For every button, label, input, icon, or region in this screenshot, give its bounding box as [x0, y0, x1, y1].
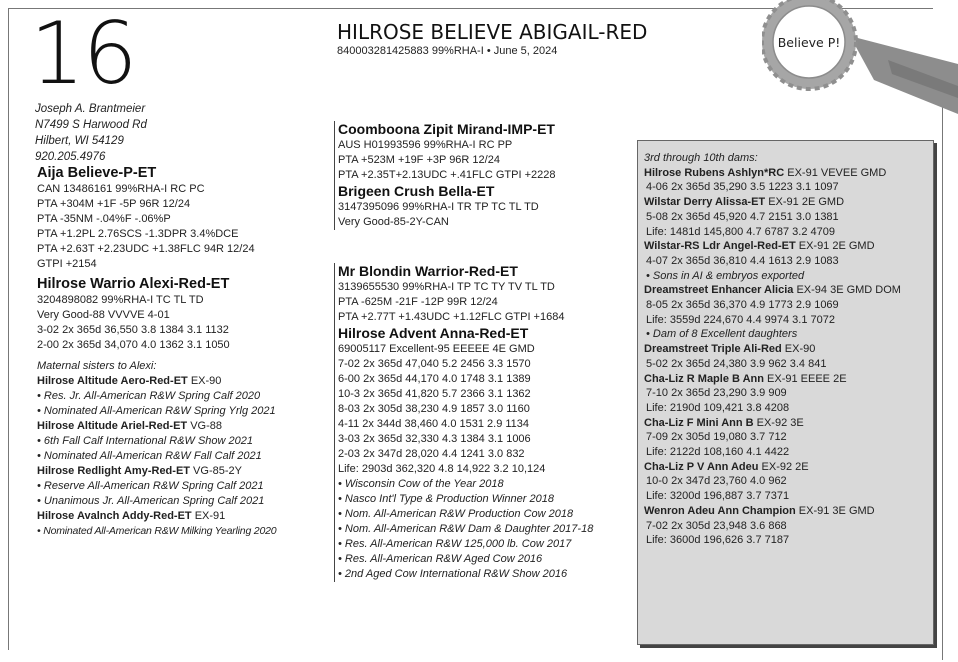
- ribbon-rosette-icon: [762, 0, 958, 135]
- dam-entry-record: 10-0 2x 347d 23,760 4.0 962: [646, 475, 787, 488]
- dam-entry-name: Cha-Liz F Mini Ann B: [644, 416, 754, 429]
- maternal-grandparents: [334, 263, 624, 582]
- paternal-grandparents: [334, 121, 624, 230]
- mgd-record: 10-3 2x 365d 41,820 5.7 2366 3.1 1362: [338, 388, 531, 400]
- consignor-address: N7499 S Harwood Rd: [35, 119, 147, 131]
- mgs-name: Mr Blondin Warrior-Red-ET: [338, 263, 518, 279]
- sire-name: Aija Believe-P-ET: [37, 165, 157, 181]
- dam-entry-record: Life: 3200d 196,887 3.7 7371: [646, 490, 790, 503]
- dam-entry-score: EX-91 VEVEE GMD: [784, 166, 887, 179]
- dam-entry-record: Life: 2190d 109,421 3.8 4208: [646, 401, 790, 414]
- dam-entry-record: Life: 3559d 224,670 4.4 9974 3.1 7072: [646, 313, 836, 326]
- deep-pedigree-box: [637, 140, 934, 645]
- sire-line: PTA -35NM -.04%F -.06%P: [37, 213, 171, 225]
- dam-entry: [644, 166, 933, 181]
- dam-entry-score: EX-91 2E GMD: [795, 240, 875, 253]
- mgd-record: 2-03 2x 347d 28,020 4.4 1241 3.0 832: [338, 448, 525, 460]
- mgd-record: 8-03 2x 305d 38,230 4.9 1857 3.0 1160: [338, 403, 530, 415]
- mgd-note: • Res. All-American R&W 125,000 lb. Cow 2017: [338, 538, 572, 550]
- dam-entry-record: 7-10 2x 365d 23,290 3.9 909: [646, 387, 787, 400]
- dam-line: 3204898082 99%RHA-I TC TL TD: [37, 294, 204, 306]
- animal-id-line: 840003281425883 99%RHA-I • June 5, 2024: [337, 45, 558, 57]
- dam-entry-score: EX-92 3E: [753, 416, 804, 429]
- lot-number: 16: [30, 4, 136, 104]
- mgd-record: 6-00 2x 365d 44,170 4.0 1748 3.1 1389: [338, 373, 531, 385]
- mgs-line: 3139655530 99%RHA-I TP TC TY TV TL TD: [338, 281, 555, 293]
- granddam-name: Brigeen Crush Bella-ET: [338, 183, 495, 199]
- dam-entry-name: Wilstar Derry Alissa-ET: [644, 196, 766, 209]
- sister-name: Hilrose Redlight Amy-Red-ET: [37, 465, 190, 477]
- mgd-record: 3-03 2x 365d 32,330 4.3 1384 3.1 1006: [338, 433, 531, 445]
- sister-note: • Nominated All-American R&W Spring Yrlg 2021: [37, 405, 276, 417]
- frame-left-rule: [8, 8, 9, 650]
- granddam-line: Very Good-85-2Y-CAN: [338, 216, 449, 228]
- consignor-phone: 920.205.4976: [35, 151, 106, 163]
- sire-line: CAN 13486161 99%RHA-I RC PC: [37, 183, 205, 195]
- mgd-note: • Nasco Int'l Type & Production Winner 2018: [338, 493, 554, 505]
- dam-entry-record: Life: 1481d 145,800 4.7 6787 3.2 4709: [646, 225, 836, 238]
- sister-score: EX-91: [191, 510, 226, 522]
- dam-line: Very Good-88 VVVVE 4-01: [37, 309, 170, 321]
- frame-right-rule: [942, 70, 943, 660]
- dam-entry: [644, 195, 933, 210]
- dam-entry: [644, 283, 933, 298]
- sister-entry: [37, 509, 337, 524]
- mgd-record: 7-02 2x 365d 47,040 5.2 2456 3.3 1570: [338, 358, 531, 370]
- sister-note: • Nominated All-American R&W Fall Calf 2021: [37, 450, 262, 462]
- mgd-note: • Res. All-American R&W Aged Cow 2016: [338, 553, 543, 565]
- dam-entry-record: 7-02 2x 305d 23,948 3.6 868: [646, 519, 787, 532]
- dam-entry-score: EX-91 EEEE 2E: [763, 372, 847, 385]
- dam-entry-name: Cha-Liz R Maple B Ann: [644, 372, 764, 385]
- sister-name: Hilrose Altitude Aero-Red-ET: [37, 375, 188, 387]
- maternal-sisters-heading: Maternal sisters to Alexi:: [37, 360, 157, 372]
- granddam-line: 3147395096 99%RHA-I TR TP TC TL TD: [338, 201, 539, 213]
- dam-entry: [644, 460, 933, 475]
- dam-entry-record: 4-07 2x 365d 36,810 4.4 1613 2.9 1083: [646, 254, 839, 267]
- sire-dam-column: [37, 164, 337, 539]
- dam-entry: [644, 342, 933, 357]
- animal-name: HILROSE BELIEVE ABIGAIL-RED: [337, 20, 648, 44]
- dam-name: Hilrose Warrio Alexi-Red-ET: [37, 276, 230, 292]
- sister-score: VG-88: [187, 420, 223, 432]
- dam-entry-score: EX-90: [781, 343, 816, 356]
- consignor-city: Hilbert, WI 54129: [35, 135, 124, 147]
- mgd-note: • Nom. All-American R&W Dam & Daughter 2017-18: [338, 523, 594, 535]
- dam-entry: [644, 416, 933, 431]
- dams-heading: 3rd through 10th dams:: [644, 152, 758, 164]
- dam-line: 2-00 2x 365d 34,070 4.0 1362 3.1 1050: [37, 339, 230, 351]
- dam-entry-name: Dreamstreet Triple Ali-Red: [644, 343, 782, 356]
- grandsire-line: PTA +2.35T+2.13UDC +.41FLC GTPI +2228: [338, 169, 556, 181]
- sister-name: Hilrose Avalnch Addy-Red-ET: [37, 510, 192, 522]
- dam-entry-name: Wenron Adeu Ann Champion: [644, 504, 796, 517]
- mgd-name: Hilrose Advent Anna-Red-ET: [338, 325, 529, 341]
- sister-name: Hilrose Altitude Ariel-Red-ET: [37, 420, 188, 432]
- sister-score: EX-90: [187, 375, 222, 387]
- sister-note: • Reserve All-American R&W Spring Calf 2021: [37, 480, 264, 492]
- dam-entry-record: 8-05 2x 365d 36,370 4.9 1773 2.9 1069: [646, 299, 839, 312]
- sister-entry: [37, 464, 337, 479]
- grandsire-line: PTA +523M +19F +3P 96R 12/24: [338, 154, 500, 166]
- sister-note: • Res. Jr. All-American R&W Spring Calf 2020: [37, 390, 261, 402]
- mgd-lifetime: Life: 2903d 362,320 4.8 14,922 3.2 10,124: [338, 463, 546, 475]
- dam-entry-name: Cha-Liz P V Ann Adeu: [644, 460, 759, 473]
- sister-score: VG-85-2Y: [190, 465, 242, 477]
- mgd-line: 69005117 Excellent-95 EEEEE 4E GMD: [338, 343, 535, 355]
- sire-line: PTA +2.63T +2.23UDC +1.38FLC 94R 12/24: [37, 243, 255, 255]
- dam-entry-score: EX-91 2E GMD: [765, 196, 845, 209]
- animal-title-block: [337, 20, 647, 58]
- grandsire-line: AUS H01993596 99%RHA-I RC PP: [338, 139, 513, 151]
- badge-label: Believe P!: [777, 35, 841, 50]
- sister-entry: [37, 419, 337, 434]
- sister-note: • Unanimous Jr. All-American Spring Calf 2021: [37, 495, 265, 507]
- sire-line: PTA +1.2PL 2.76SCS -1.3DPR 3.4%DCE: [37, 228, 239, 240]
- mgs-line: PTA +2.77T +1.43UDC +1.12FLC GTPI +1684: [338, 311, 565, 323]
- dam-entry-note: • Sons in AI & embryos exported: [646, 269, 805, 282]
- dam-entry-note: • Dam of 8 Excellent daughters: [646, 328, 798, 341]
- consignor-name: Joseph A. Brantmeier: [35, 103, 146, 115]
- mgs-line: PTA -625M -21F -12P 99R 12/24: [338, 296, 498, 308]
- dam-entry-score: EX-92 2E: [758, 460, 809, 473]
- dam-entry-score: EX-91 3E GMD: [795, 504, 875, 517]
- dam-entry-score: EX-94 3E GMD DOM: [793, 284, 901, 297]
- mgd-note: • Wisconsin Cow of the Year 2018: [338, 478, 504, 490]
- mgd-note: • Nom. All-American R&W Production Cow 2018: [338, 508, 574, 520]
- dam-entry-record: 5-02 2x 365d 24,380 3.9 962 3.4 841: [646, 357, 827, 370]
- grandsire-name: Coomboona Zipit Mirand-IMP-ET: [338, 121, 555, 137]
- sister-entry: [37, 374, 337, 389]
- dam-entry: [644, 504, 933, 519]
- dam-entry-record: 7-09 2x 305d 19,080 3.7 712: [646, 431, 787, 444]
- dam-entry: [644, 239, 933, 254]
- dam-entry-record: 5-08 2x 365d 45,920 4.7 2151 3.0 1381: [646, 210, 839, 223]
- dam-entry-name: Dreamstreet Enhancer Alicia: [644, 284, 794, 297]
- dam-entry-record: Life: 3600d 196,626 3.7 7187: [646, 534, 790, 547]
- consignor-info: [35, 101, 147, 165]
- sire-line: GTPI +2154: [37, 258, 97, 270]
- believe-ribbon-badge: [762, 0, 958, 135]
- sister-note: • 6th Fall Calf International R&W Show 2021: [37, 435, 254, 447]
- mgd-note: • 2nd Aged Cow International R&W Show 2016: [338, 568, 568, 580]
- dam-entry-name: Hilrose Rubens Ashlyn*RC: [644, 166, 785, 179]
- dam-entry-record: Life: 2122d 108,160 4.1 4422: [646, 446, 790, 459]
- dam-line: 3-02 2x 365d 36,550 3.8 1384 3.1 1132: [37, 324, 229, 336]
- mgd-record: 4-11 2x 344d 38,460 4.0 1531 2.9 1134: [338, 418, 530, 430]
- dam-entry: [644, 372, 933, 387]
- dam-entry-record: 4-06 2x 365d 35,290 3.5 1223 3.1 1097: [646, 181, 839, 194]
- sister-note: • Nominated All-American R&W Milking Yearling 2020: [37, 525, 277, 537]
- dam-entry-name: Wilstar-RS Ldr Angel-Red-ET: [644, 240, 796, 253]
- sire-line: PTA +304M +1F -5P 96R 12/24: [37, 198, 191, 210]
